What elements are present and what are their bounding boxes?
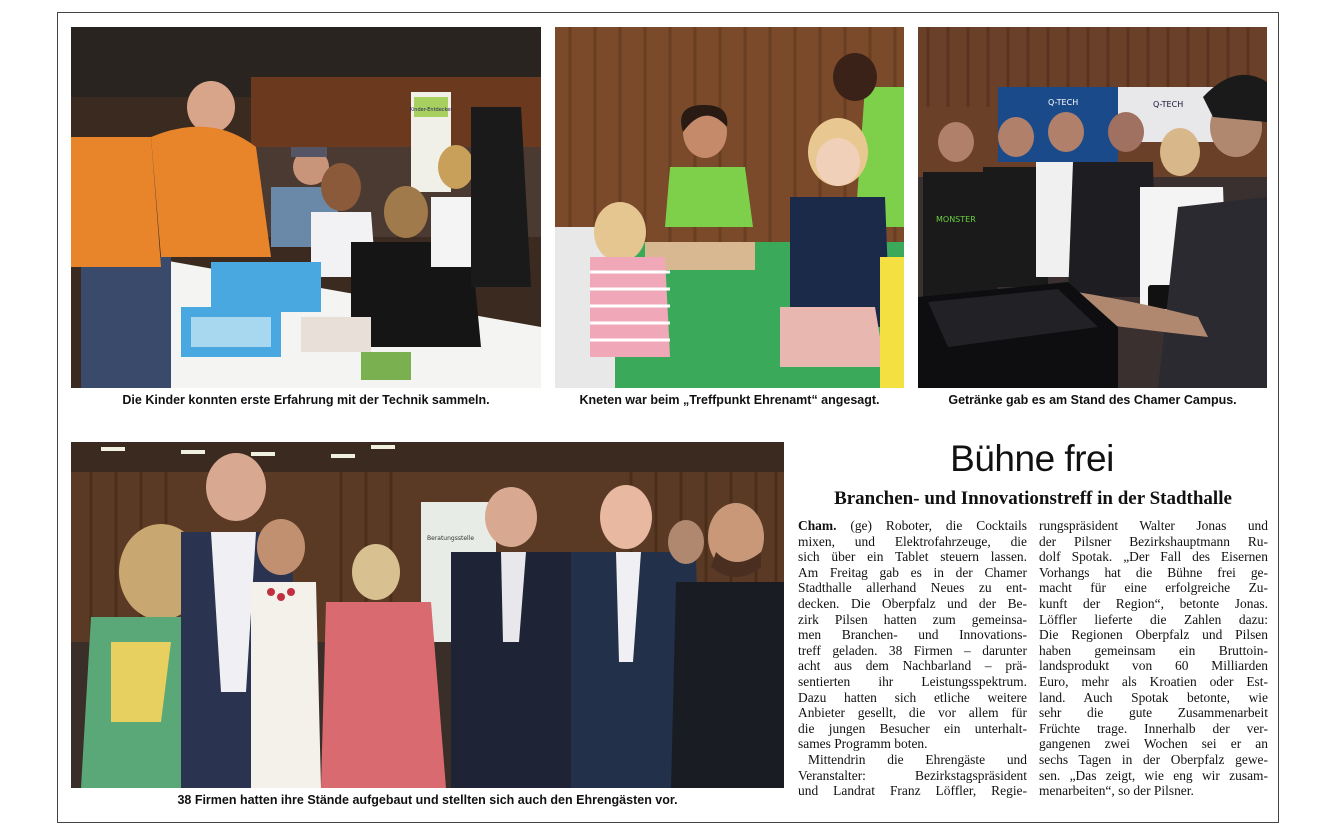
text-line: treff geladen. 38 Firmen – darunter (798, 642, 1027, 658)
text-line: acht aus dem Nachbarland – prä- (798, 658, 1027, 674)
text-line: zirk Pilsen hatten zum gemeinsa- (798, 611, 1027, 627)
text-line: Löffler lieferte die Zahlen dazu: (1039, 611, 1268, 627)
rollup-banner-text: Kinder-Entdecker (409, 107, 453, 113)
photo-drinks-campus-stand (918, 27, 1267, 388)
dateline: Cham. (798, 518, 837, 533)
caption-photo-3: Getränke gab es am Stand des Chamer Campus. (948, 393, 1237, 407)
stand-banner-text-2: Q-TECH (1153, 100, 1184, 109)
article-column-1 (798, 518, 1027, 799)
text-line: der Pilsner Bezirkshauptmann Ru- (1039, 533, 1268, 549)
text-line: mixen, und Elektrofahrzeuge, die (798, 533, 1027, 549)
text-line: haben gemeinsam ein Bruttoin- (1039, 642, 1268, 658)
text-line: die jungen Besucher ein unterhalt- (798, 720, 1027, 736)
text-line: land. Auch Spotak betonte, wie (1039, 689, 1268, 705)
article-headline: Bühne frei (950, 438, 1114, 479)
text-line: rungspräsident Walter Jonas und (1039, 518, 1268, 533)
text-line: Veranstalter: Bezirkstagspräsident (798, 767, 1027, 783)
text-line: Anbieter gesellt, die vor allem für (798, 705, 1027, 721)
text-line: Cham. (ge) Roboter, die Cocktails (798, 518, 1027, 533)
article-column-2 (1039, 518, 1268, 799)
photo-honorary-guests (71, 442, 784, 788)
caption-photo-1: Die Kinder konnten erste Erfahrung mit der Technik sammeln. (122, 393, 490, 407)
text-line: sechs Tagen in der Oberpfalz gewe- (1039, 751, 1268, 767)
text-line: sames Programm boten. (798, 736, 928, 752)
text-line: Am Freitag gab es in der Chamer (798, 564, 1027, 580)
photo-kneading-volunteer (555, 27, 904, 388)
photo-children-technology (71, 27, 541, 388)
text-line: Früchte trage. Innerhalb der ver- (1039, 720, 1268, 736)
text-line: und Landrat Franz Löffler, Regie- (798, 783, 1027, 799)
text-line: Mittendrin die Ehrengäste und (808, 751, 1027, 767)
text-line: Vorhangs hat die Bühne frei ge- (1039, 564, 1268, 580)
caption-photo-2: Kneten war beim „Treffpunkt Ehrenamt“ angesagt. (579, 393, 880, 407)
text-line: decken. Die Oberpfalz und der Be- (798, 595, 1027, 611)
text-line: sich über ein Tablet steuern lassen. (798, 549, 1027, 565)
text-line: men Branchen- und Innovations- (798, 627, 1027, 643)
text-line: Die Regionen Oberpfalz und Pilsen (1039, 627, 1268, 643)
text-line: sehr die gute Zusammenarbeit (1039, 705, 1268, 721)
text-line: macht für eine erfolgreiche Zu- (1039, 580, 1268, 596)
text-line: gangenen zwei Wochen sei er an (1039, 736, 1268, 752)
article-subheadline: Branchen- und Innovationstreff in der Stadthalle (834, 488, 1232, 509)
text-line: sentierten ihr Leistungsspektrum. (798, 673, 1027, 689)
tshirt-print: MONSTER (936, 215, 976, 224)
text-line: menarbeiten“, so der Pilsner. (1039, 783, 1194, 799)
text-line: Dazu hatten sich etliche weitere (798, 689, 1027, 705)
text-line: dolf Spotak. „Der Fall des Eisernen (1039, 549, 1268, 565)
text-line: sen. „Das zeigt, wie eng wir zusam- (1039, 767, 1268, 783)
text-line: landsprodukt von 60 Milliarden (1039, 658, 1268, 674)
text-line: kunft der Region“, betonte Jonas. (1039, 595, 1268, 611)
text-line: Stadthalle allerhand Neues zu ent- (798, 580, 1027, 596)
text-line: Euro, mehr als Kroatien oder Est- (1039, 673, 1268, 689)
rollup-banner-text-2: Beratungsstelle (427, 535, 475, 542)
caption-photo-4: 38 Firmen hatten ihre Stände aufgebaut und stellten sich auch den Ehrengästen vor. (177, 793, 678, 807)
stand-banner-text: Q-TECH (1048, 98, 1079, 107)
